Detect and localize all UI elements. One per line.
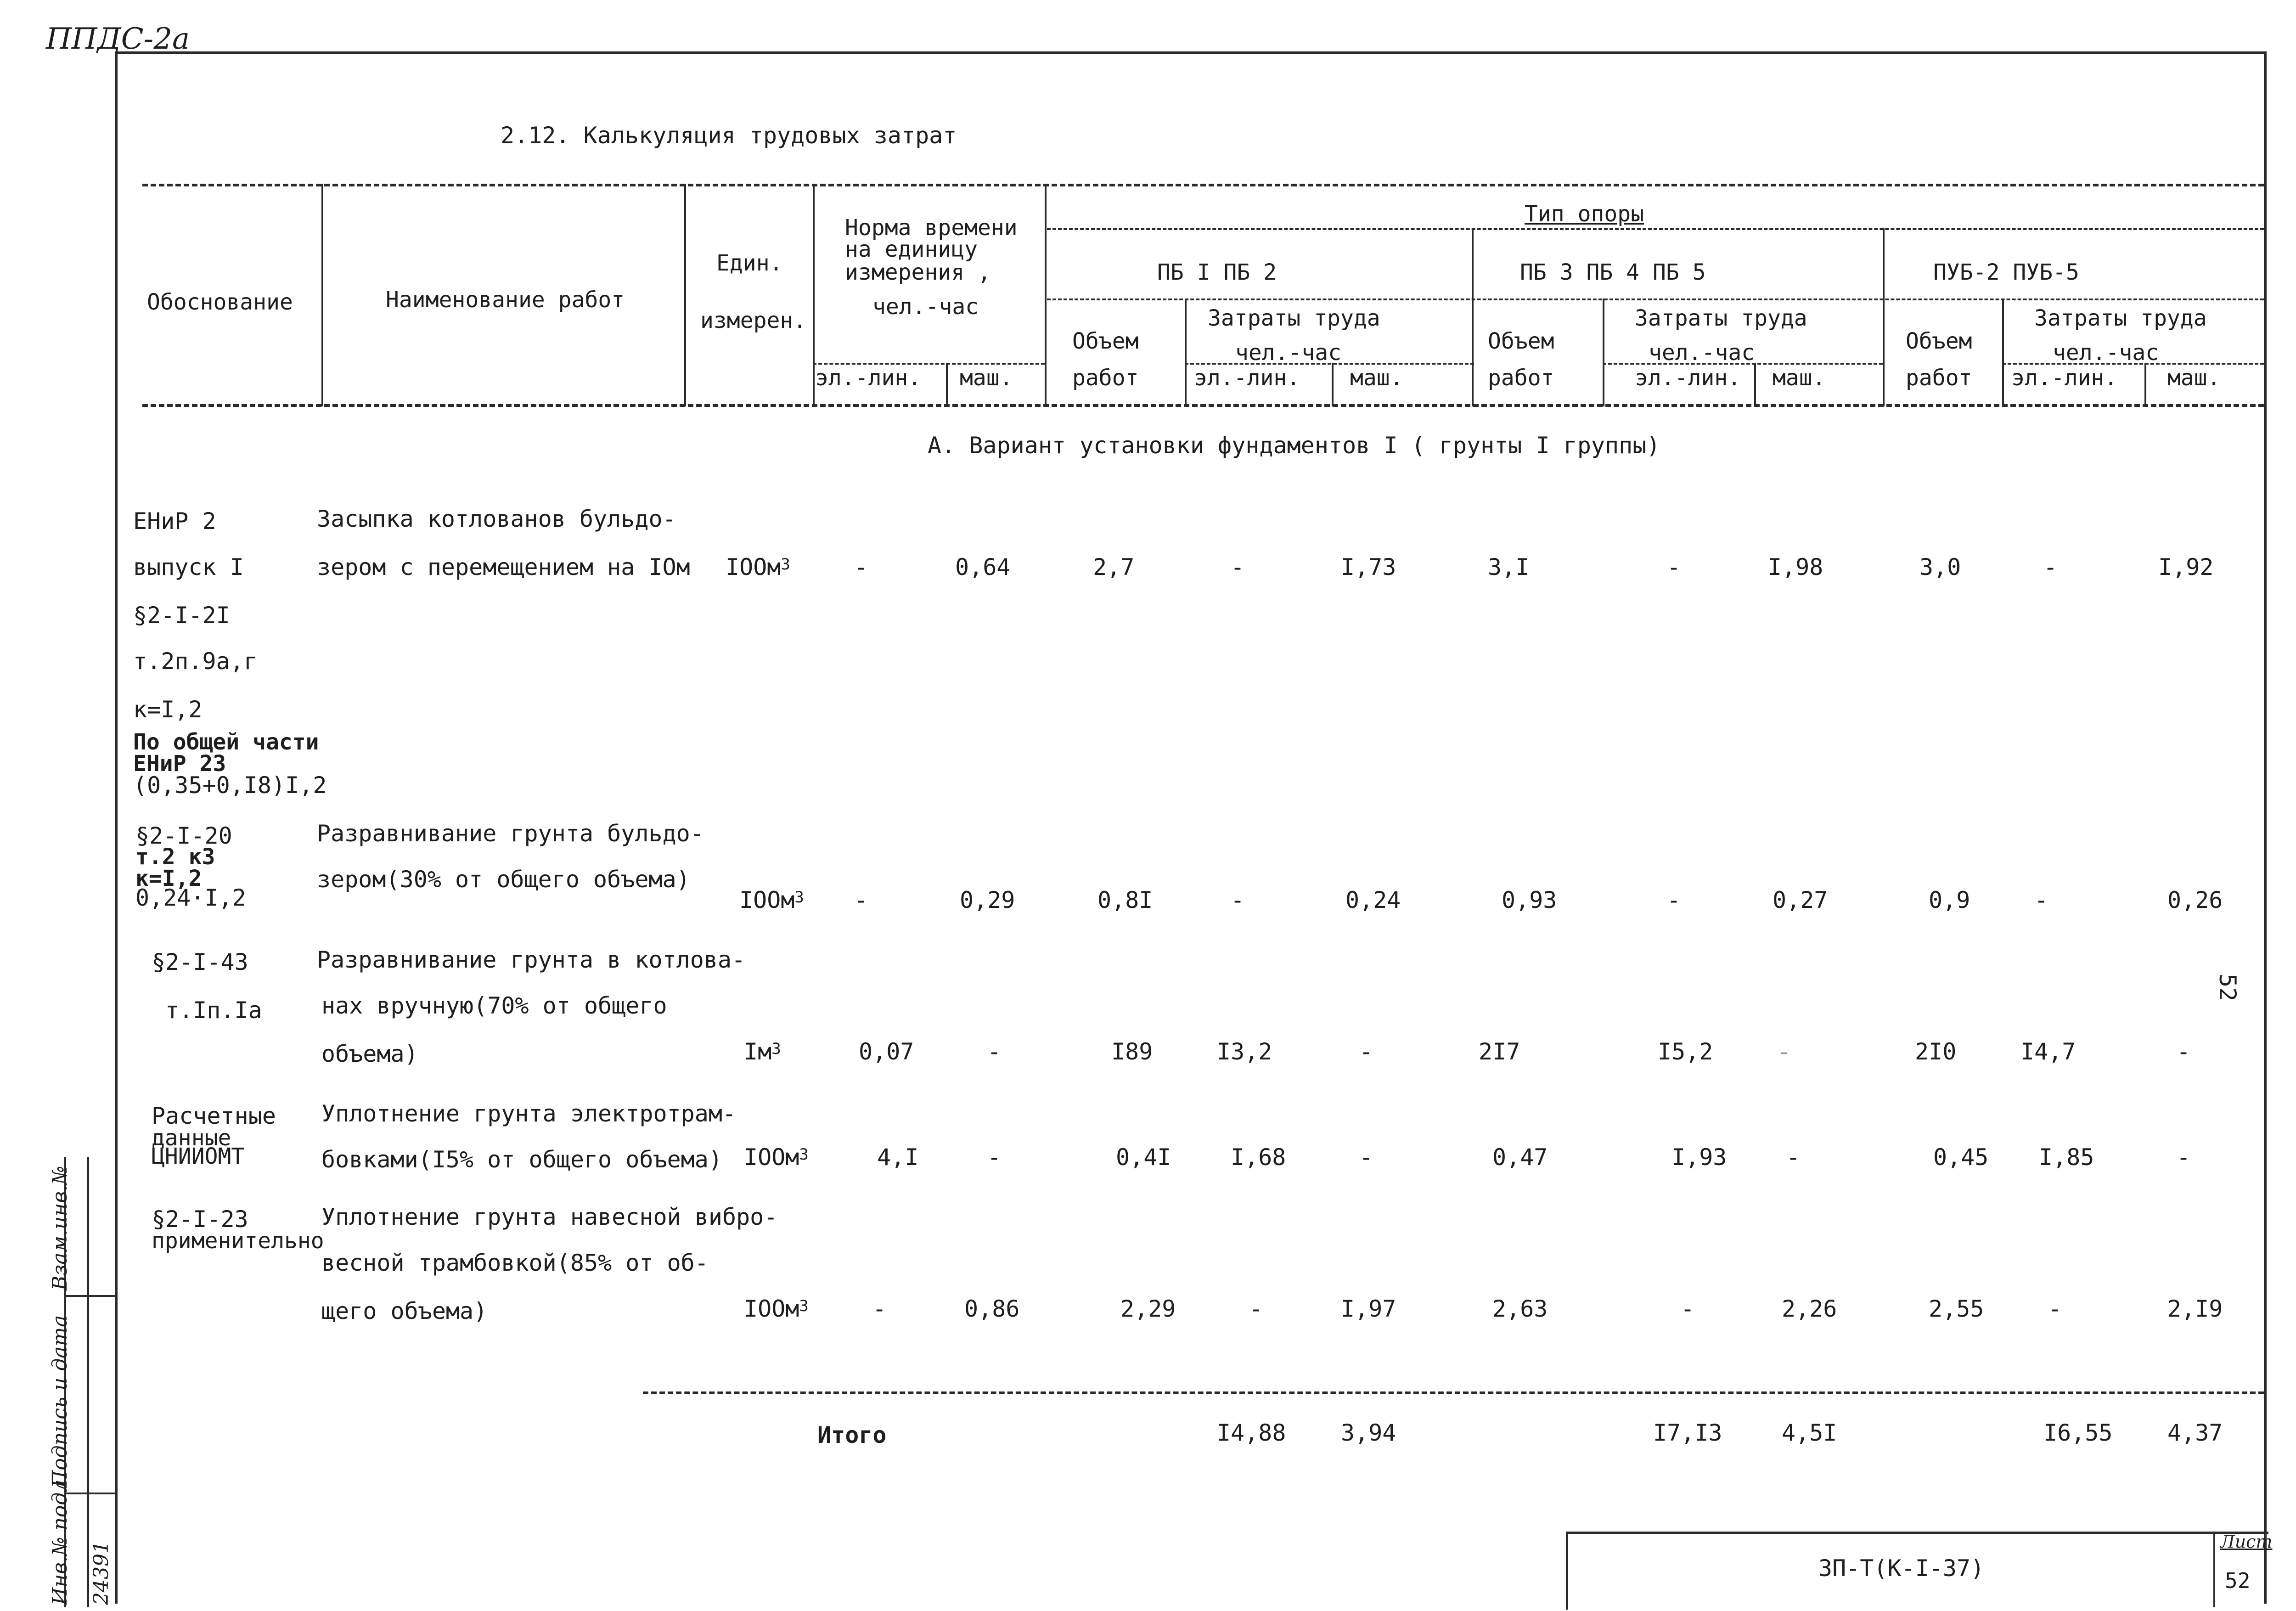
strip-divider: [87, 1157, 89, 1607]
row3-el1: I3,2: [1217, 1038, 1272, 1065]
row1-el1: -: [1231, 554, 1245, 580]
row3-mash3: -: [2177, 1038, 2191, 1065]
row5-el1: -: [1249, 1296, 1263, 1322]
total-label: Итого: [817, 1422, 887, 1448]
row2-mash1: 0,24: [1345, 887, 1401, 913]
row5-name-1: Уплотнение грунта навесной вибро-: [321, 1204, 778, 1230]
row3-mash2: -: [1777, 1038, 1791, 1065]
row2-basis-3: к=I,2: [135, 866, 202, 891]
row5-basis-2: применительно: [152, 1228, 324, 1254]
row3-el3: I4,7: [2020, 1038, 2076, 1065]
row2-basis-2: т.2 к3: [135, 844, 215, 870]
row1-basis-4: т.2п.9а,г: [133, 648, 258, 675]
row5-volume1: 2,29: [1120, 1296, 1176, 1322]
row1-mash2: I,98: [1768, 554, 1823, 580]
header-norm-sub-mash: маш.: [960, 365, 1013, 391]
row1-basis-5: к=I,2: [133, 696, 203, 723]
header-labor1-sub-el: эл.-лин.: [1194, 365, 1300, 391]
sheet-label: Лист: [2220, 1532, 2273, 1552]
header-norm-sub-el: эл.-лин.: [815, 365, 922, 391]
col-divider: [1185, 299, 1187, 406]
row3-name-2: нах вручную(70% от общего: [321, 992, 667, 1019]
row1-norm-mash: 0,64: [955, 554, 1011, 580]
col-divider: [1754, 363, 1756, 406]
row3-volume2: 2I7: [1479, 1038, 1520, 1065]
row5-norm-mash: 0,86: [964, 1296, 1020, 1322]
col-divider: [1603, 299, 1604, 406]
header-labor3-line1: Затраты труда: [2034, 305, 2207, 331]
side-inv-number: 24391: [90, 1541, 113, 1605]
header-labor3-sub-el: эл.-лин.: [2011, 365, 2118, 391]
strip-cell-rule: [64, 1295, 115, 1297]
row3-el2: I5,2: [1658, 1038, 1713, 1065]
row5-el2: -: [1681, 1296, 1695, 1322]
row2-el3: -: [2034, 887, 2048, 913]
header-norm-line3: измерения ,: [845, 259, 991, 285]
header-support-type: Тип опоры: [1525, 201, 1644, 227]
row4-volume1: 0,4I: [1116, 1144, 1171, 1171]
total-mash1: 3,94: [1341, 1419, 1396, 1446]
header-top-rule: [142, 184, 2264, 186]
row2-norm-mash: 0,29: [960, 887, 1015, 913]
row5-name-2: весной трамбовкой(85% от об-: [321, 1250, 709, 1276]
col-divider: [684, 184, 686, 406]
row2-el1: -: [1231, 887, 1245, 913]
row4-el2: I,93: [1671, 1144, 1727, 1171]
row3-name-3: объема): [321, 1041, 418, 1067]
left-approval-strip: [64, 1157, 117, 1607]
header-labor1-line2: чел.-час: [1235, 340, 1342, 366]
row2-name-2: зером(30% от общего объема): [317, 866, 690, 893]
side-label-replace: Взам.инв.№: [48, 1166, 72, 1290]
header-labor3-line2: чел.-час: [2053, 340, 2159, 366]
row4-unit: IOOм$^3$: [744, 1144, 809, 1171]
page-title: 2.12. Калькуляция трудовых затрат: [501, 122, 957, 149]
row2-volume1: 0,8I: [1097, 887, 1153, 913]
side-label-inv: Инв.№ подл.: [48, 1473, 72, 1605]
header-group1: ПБ I ПБ 2: [1157, 259, 1277, 285]
col-divider: [813, 184, 815, 406]
row2-norm-el: -: [854, 887, 868, 913]
header-labor3-sub-mash: маш.: [2167, 365, 2221, 391]
row3-basis-1: §2-I-43: [152, 949, 248, 975]
row4-name-1: Уплотнение грунта электротрам-: [321, 1100, 737, 1127]
row4-volume3: 0,45: [1933, 1144, 1989, 1171]
total-el2: I7,I3: [1653, 1419, 1722, 1446]
row2-name-1: Разравнивание грунта бульдо-: [317, 820, 704, 847]
row2-volume3: 0,9: [1929, 887, 1970, 913]
row1-name-1: Засыпка котлованов бульдо-: [317, 506, 676, 532]
row1-mash3: I,92: [2158, 554, 2214, 580]
row5-mash2: 2,26: [1782, 1296, 1837, 1322]
row1-basis-1: ЕНиР 2: [133, 508, 216, 535]
row3-mash1: -: [1359, 1038, 1373, 1065]
row5-volume3: 2,55: [1929, 1296, 1984, 1322]
header-volume3-line1: Объем: [1906, 328, 1972, 354]
header-labor2-line1: Затраты труда: [1635, 305, 1807, 331]
row2-el2: -: [1667, 887, 1681, 913]
total-el3: I6,55: [2043, 1419, 2113, 1446]
col-divider: [1472, 228, 1474, 406]
row5-norm-el: -: [872, 1296, 887, 1322]
row4-el1: I,68: [1231, 1144, 1286, 1171]
row1-name-2: зером с перемещением на IOм: [317, 554, 690, 580]
header-labor1-line1: Затраты труда: [1208, 305, 1380, 331]
header-unit-line2: измерен.: [700, 308, 807, 333]
row2-mash2: 0,27: [1773, 887, 1828, 913]
row3-volume3: 2I0: [1915, 1038, 1957, 1065]
col-divider: [1883, 228, 1885, 406]
row3-unit: $Iм^3$: [744, 1038, 781, 1065]
header-basis: Обоснование: [147, 289, 293, 315]
row1-basis-7: ЕНиР 23: [133, 751, 226, 777]
row1-basis-3: §2-I-2I: [133, 602, 230, 629]
frame-right-border: [2264, 51, 2267, 1604]
row5-el3: -: [2048, 1296, 2062, 1322]
row1-el2: -: [1667, 554, 1681, 580]
row5-basis-1: §2-I-23: [152, 1206, 248, 1233]
row4-basis-3: ЦНИИОМТ: [152, 1143, 245, 1169]
header-norm-line1: Норма времени: [845, 215, 1018, 241]
row1-el3: -: [2043, 554, 2058, 580]
sheet-number: 52: [2225, 1568, 2251, 1593]
side-label-sign: Подпись и дата: [48, 1315, 72, 1488]
row1-unit: IOOм$^3$: [726, 554, 790, 580]
row4-mash2: -: [1786, 1144, 1801, 1171]
header-labor2-sub-el: эл.-лин.: [1635, 365, 1741, 391]
row2-volume2: 0,93: [1502, 887, 1557, 913]
header-volume3-line2: работ: [1906, 365, 1972, 391]
norm-sub-rule: [813, 363, 1045, 365]
header-labor2-sub-mash: маш.: [1773, 365, 1826, 391]
row1-basis-6: По общей части: [133, 729, 319, 755]
col-divider: [946, 363, 948, 406]
row2-unit: IOOм$^3$: [739, 887, 804, 913]
col-divider: [2144, 363, 2146, 406]
header-norm-line2: на единицу: [845, 237, 978, 262]
row5-name-3: щего объема): [321, 1298, 488, 1324]
row4-name-2: бовками(I5% от общего объема): [321, 1146, 722, 1173]
row3-norm-el: 0,07: [859, 1038, 914, 1065]
row1-basis-8: (0,35+0,I8)I,2: [133, 772, 327, 799]
row5-volume2: 2,63: [1492, 1296, 1548, 1322]
header-labor2-line2: чел.-час: [1649, 340, 1755, 366]
row2-basis-4: 0,24·I,2: [135, 884, 246, 911]
row1-volume3: 3,0: [1919, 554, 1961, 580]
header-unit-line1: Един.: [716, 250, 783, 276]
row4-mash1: -: [1359, 1144, 1373, 1171]
section-title: А. Вариант установки фундаментов I ( грунты I группы): [928, 432, 1660, 459]
row3-basis-2: т.Iп.Iа: [165, 997, 262, 1024]
col-divider: [1332, 363, 1334, 406]
header-volume1-line1: Объем: [1072, 328, 1139, 354]
row3-norm-mash: -: [987, 1038, 1002, 1065]
row1-basis-2: выпуск I: [133, 554, 244, 580]
group-rule: [1047, 299, 2264, 300]
strip-cell-rule: [64, 1493, 115, 1494]
row4-volume2: 0,47: [1492, 1144, 1548, 1171]
row1-norm-el: -: [854, 554, 868, 580]
total-mash3: 4,37: [2167, 1419, 2223, 1446]
header-group2: ПБ 3 ПБ 4 ПБ 5: [1520, 259, 1706, 285]
row4-mash3: -: [2177, 1144, 2191, 1171]
header-labor1-sub-mash: маш.: [1350, 365, 1403, 391]
support-type-rule: [1047, 228, 2264, 230]
row1-volume1: 2,7: [1093, 554, 1135, 580]
header-norm-line4: чел.-час: [872, 294, 979, 320]
header-volume2-line1: Объем: [1488, 328, 1554, 354]
row1-volume2: 3,I: [1488, 554, 1530, 580]
row4-norm-el: 4,I: [877, 1144, 919, 1171]
row5-unit: IOOм$^3$: [744, 1296, 809, 1322]
row4-el3: I,85: [2039, 1144, 2094, 1171]
row3-volume1: I89: [1111, 1038, 1153, 1065]
row2-mash3: 0,26: [2167, 887, 2223, 913]
col-divider: [2002, 299, 2004, 406]
header-volume1-line2: работ: [1072, 365, 1139, 391]
row5-mash3: 2,I9: [2167, 1296, 2223, 1322]
row4-norm-mash: -: [987, 1144, 1002, 1171]
side-page-number: 52: [2214, 974, 2241, 1002]
document-code: ЗП-Т(К-I-37): [1818, 1555, 1985, 1582]
total-el1: I4,88: [1217, 1419, 1286, 1446]
total-rule: [643, 1391, 2264, 1394]
header-work-name: Наименование работ: [386, 287, 625, 313]
col-divider: [1045, 184, 1047, 406]
row4-basis-1: Расчетные: [152, 1103, 276, 1129]
frame-top-border: [117, 51, 2266, 54]
header-group3: ПУБ-2 ПУБ-5: [1933, 259, 2079, 285]
corner-code: ППДС-2а: [46, 22, 190, 56]
row1-mash1: I,73: [1341, 554, 1396, 580]
total-mash2: 4,5I: [1782, 1419, 1837, 1446]
header-bottom-rule: [142, 404, 2264, 407]
row4-basis-2: данные: [152, 1125, 231, 1151]
col-divider: [321, 184, 323, 406]
row2-basis-1: §2-I-20: [135, 822, 232, 849]
header-volume2-line2: работ: [1488, 365, 1554, 391]
row5-mash1: I,97: [1341, 1296, 1396, 1322]
row3-name-1: Разравнивание грунта в котлова-: [317, 946, 746, 973]
